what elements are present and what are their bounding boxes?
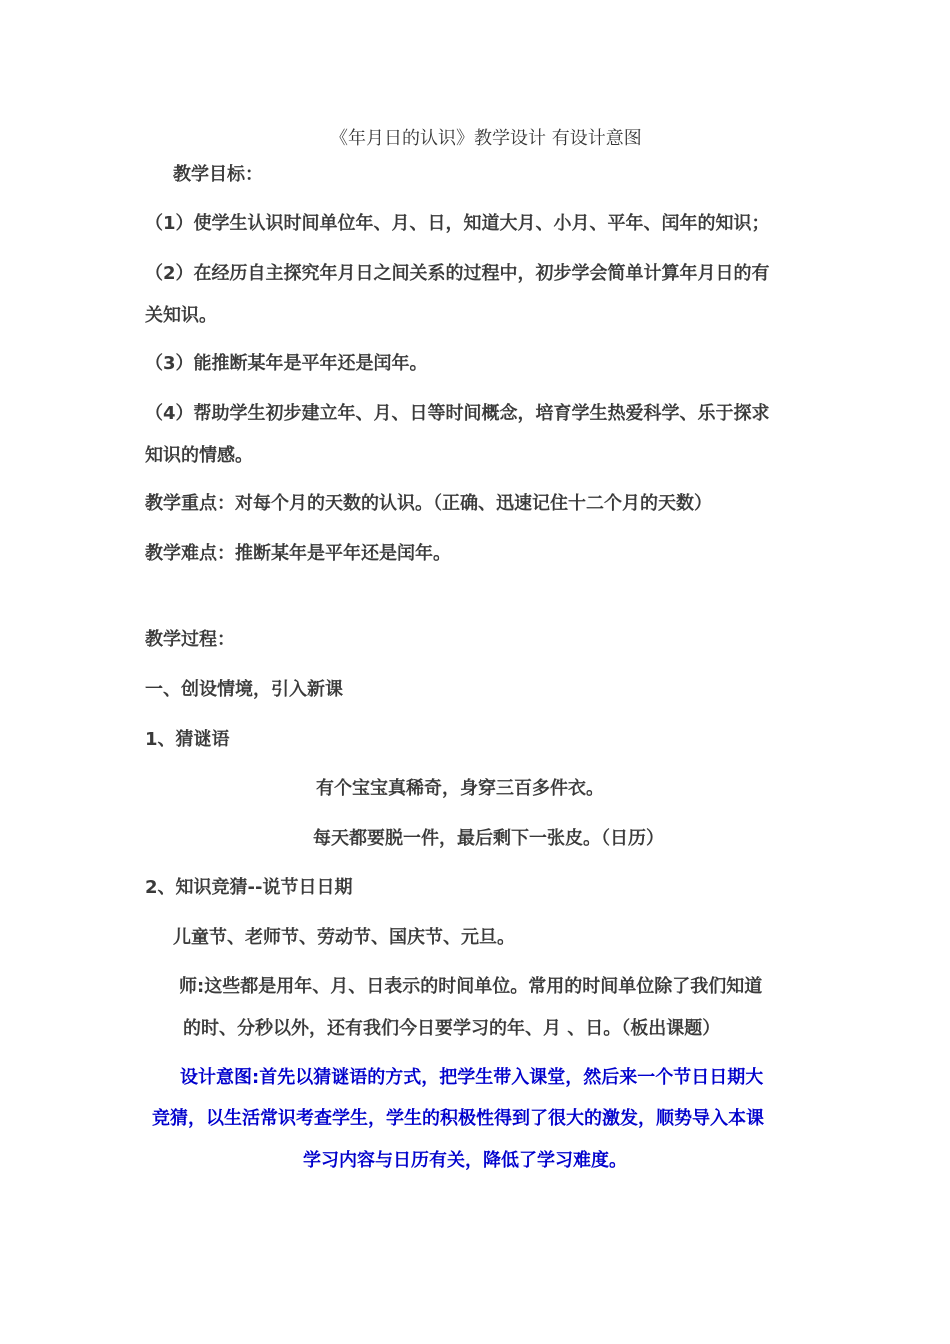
design-intent-line-1: 设计意图:首先以猜谜语的方式，把学生带入课堂，然后来一个节日日期大 [180, 1067, 764, 1088]
holidays-list: 儿童节、老师节、劳动节、国庆节、元旦。 [173, 927, 515, 948]
step-2-heading: 2、知识竞猜--说节日日期 [145, 877, 353, 898]
goals-heading: 教学目标： [173, 164, 263, 185]
step-1-heading: 1、猜谜语 [145, 729, 230, 750]
teacher-speech-line-2: 的时、分秒以外，还有我们今日要学习的年、月 、日。（板出课题） [183, 1018, 721, 1039]
goal-2-line-1: （2）在经历自主探究年月日之间关系的过程中，初步学会简单计算年月日的有 [145, 263, 770, 284]
goal-3: （3）能推断某年是平年还是闰年。 [145, 353, 428, 374]
section-1-heading: 一、创设情境，引入新课 [145, 679, 343, 700]
goal-4-line-1: （4）帮助学生初步建立年、月、日等时间概念，培育学生热爱科学、乐于探求 [145, 403, 770, 424]
design-intent-line-2: 竞猜，以生活常识考查学生，学生的积极性得到了很大的激发，顺势导入本课 [152, 1108, 764, 1129]
difficulty: 教学难点：推断某年是平年还是闰年。 [145, 543, 451, 564]
riddle-line-2: 每天都要脱一件，最后剩下一张皮。（日历） [313, 828, 664, 849]
goal-4-line-2: 知识的情感。 [145, 445, 253, 466]
process-heading: 教学过程： [145, 629, 235, 650]
goal-2-line-2: 关知识。 [145, 305, 217, 326]
riddle-line-1: 有个宝宝真稀奇，身穿三百多件衣。 [316, 778, 604, 799]
document-title: 《年月日的认识》教学设计 有设计意图 [330, 128, 642, 149]
design-intent-line-3: 学习内容与日历有关，降低了学习难度。 [303, 1150, 627, 1171]
teacher-speech-line-1: 师:这些都是用年、月、日表示的时间单位。常用的时间单位除了我们知道 [179, 976, 763, 997]
goal-1: （1）使学生认识时间单位年、月、日，知道大月、小月、平年、闰年的知识； [145, 213, 770, 234]
key-point: 教学重点：对每个月的天数的认识。（正确、迅速记住十二个月的天数） [145, 493, 712, 514]
